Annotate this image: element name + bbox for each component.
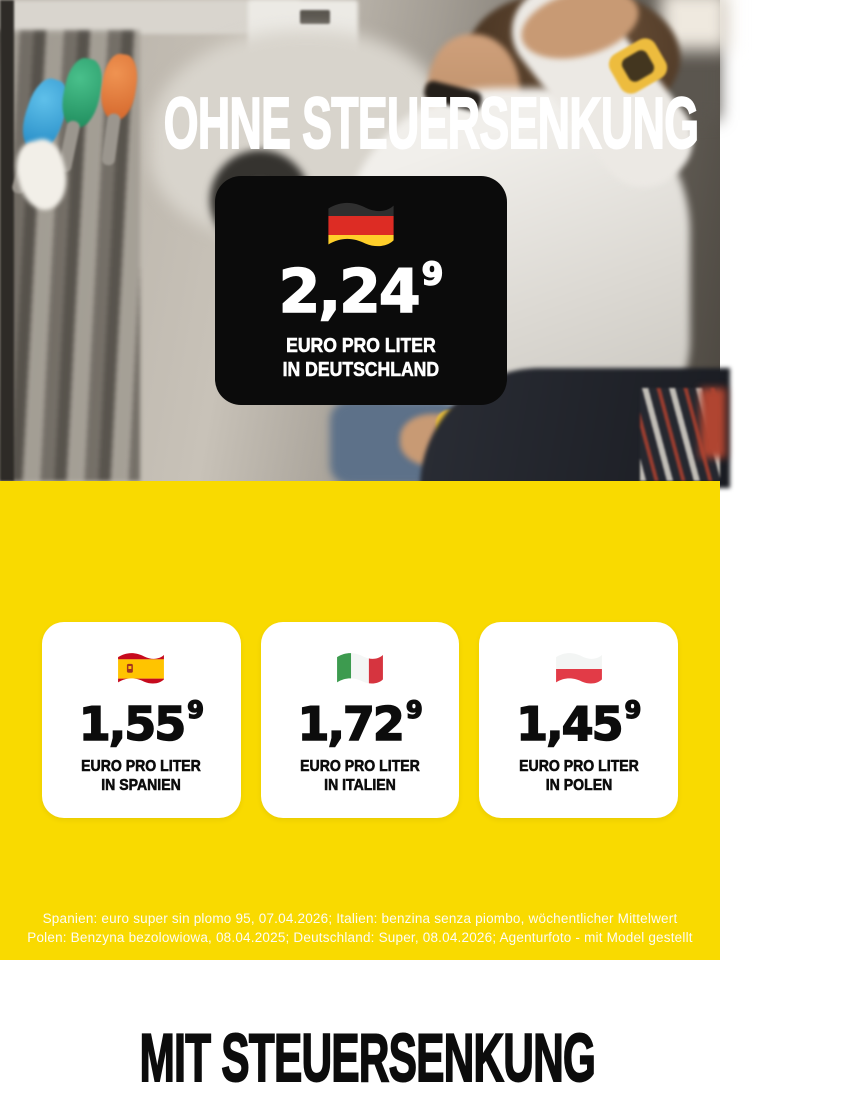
- germany-flag-icon: [323, 197, 399, 254]
- germany-price: 2,249: [278, 256, 444, 327]
- price-superscript: 9: [187, 696, 204, 725]
- spain-caption: EURO PRO LITER IN SPANIEN: [81, 758, 202, 794]
- pump-pole: [0, 0, 14, 481]
- italy-price: 1,72 9: [297, 696, 423, 751]
- source-footnote: [0, 909, 720, 948]
- price-superscript: 9: [421, 256, 444, 293]
- price-superscript: 9: [405, 696, 423, 725]
- poland-caption: EURO PRO LITER IN POLEN: [518, 758, 639, 794]
- footnote-line-1: Spanien: euro super sin plomo 95, 07.04.2026; Italien: benzina senza piombo, wöchentlicher Mittelwert: [42, 910, 678, 926]
- country-cards-row: [42, 622, 678, 818]
- cabinet-vent: [300, 10, 330, 24]
- spain-price: 1,55 9: [78, 696, 204, 751]
- italy-flag-icon: [333, 649, 387, 689]
- spain-flag-icon: [114, 649, 168, 689]
- gas-station-photo: [0, 0, 720, 481]
- italy-price-card: [261, 622, 460, 818]
- poland-price: 1,45 9: [516, 696, 642, 751]
- tax-cut-section: [0, 481, 720, 1096]
- germany-caption: EURO PRO LITER IN DEUTSCHLAND: [282, 335, 440, 381]
- footnote-line-2: Polen: Benzyna bezolowiowa, 08.04.2025; Deutschland: Super, 08.04.2026; Agenturfoto - mit Model gestellt: [27, 930, 693, 946]
- headline-with-tax-cut: MIT STEUERSENKUNG: [139, 1020, 596, 1096]
- headline-without-tax-cut: OHNE STEUERSENKUNG: [163, 84, 699, 164]
- poland-price-card: [479, 622, 678, 818]
- red-detail: [700, 388, 726, 458]
- spain-price-card: [42, 622, 241, 818]
- poland-flag-icon: [552, 649, 606, 689]
- price-superscript: 9: [624, 696, 642, 725]
- italy-caption: EURO PRO LITER IN ITALIEN: [300, 758, 420, 794]
- germany-price-card: [215, 176, 507, 405]
